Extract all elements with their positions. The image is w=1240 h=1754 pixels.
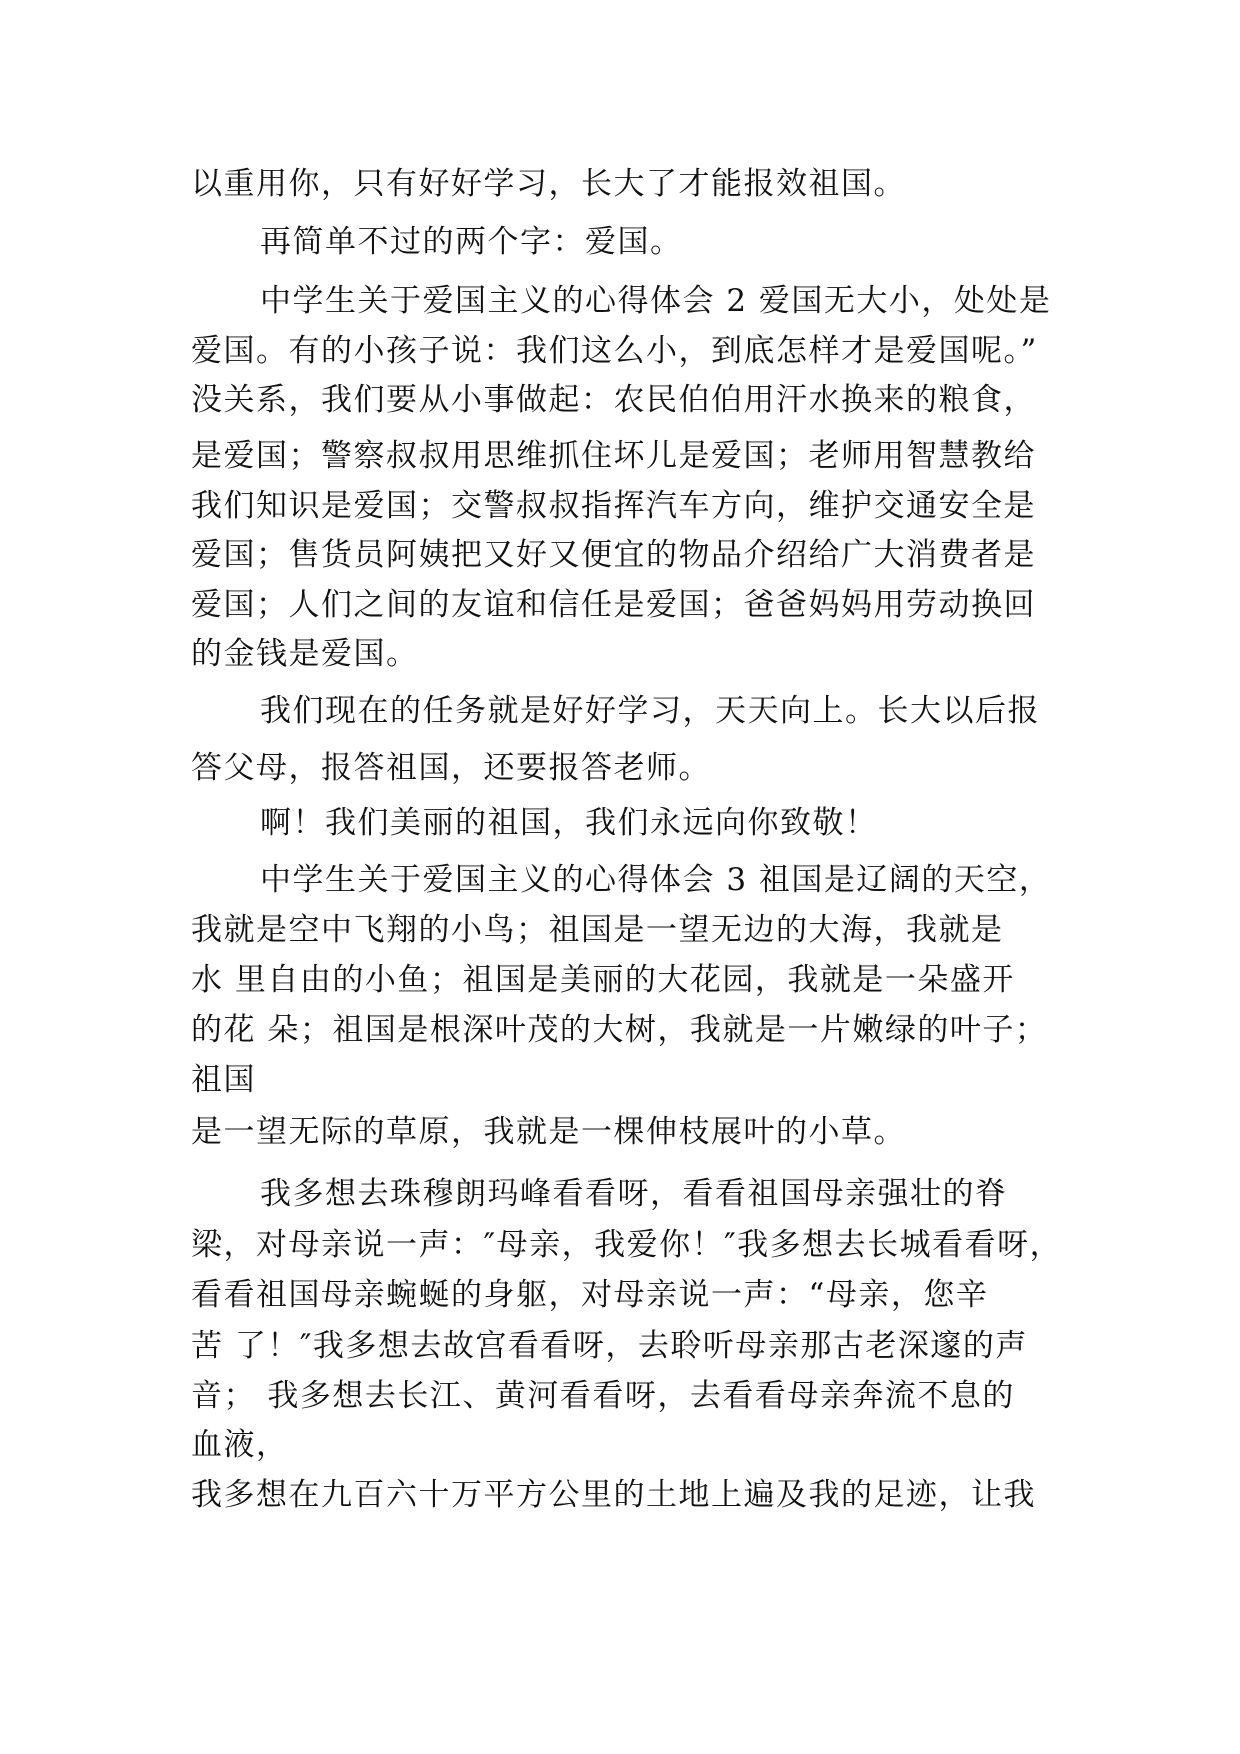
text-line: 的金钱是爱国。 — [191, 636, 419, 672]
text-line: 中学生关于爱国主义的心得体会 2 爱国无大小，处处是 — [260, 283, 1052, 319]
text-line: 水 里自由的小鱼；祖国是美丽的大花园，我就是一朵盛开 — [191, 962, 1015, 998]
text-line: 我多想去珠穆朗玛峰看看呀，看看祖国母亲强壮的脊 — [260, 1176, 1008, 1212]
text-line: 是爱国；警察叔叔用思维抓住坏儿是爱国；老师用智慧教给 — [191, 438, 1036, 474]
text-line: 血液， — [191, 1427, 289, 1463]
text-line: 爱国；人们之间的友谊和信任是爱国；爸爸妈妈用劳动换回 — [191, 587, 1036, 623]
text-line: 梁，对母亲说一声：″母亲，我爱你！″我多想去长城看看呀， — [191, 1227, 1063, 1263]
text-line: 答父母，报答祖国，还要报答老师。 — [191, 750, 711, 786]
text-line: 是一望无际的草原，我就是一棵伸枝展叶的小草。 — [191, 1114, 906, 1150]
text-line: 爱国。有的小孩子说：我们这么小，到底怎样才是爱国呢。” — [191, 333, 1038, 369]
text-line: 我多想在九百六十万平方公里的土地上遍及我的足迹，让我 — [191, 1477, 1036, 1513]
text-line: 中学生关于爱国主义的心得体会 3 祖国是辽阔的天空， — [260, 862, 1052, 898]
text-line: 我就是空中飞翔的小鸟；祖国是一望无边的大海，我就是 — [191, 912, 1004, 948]
text-line: 以重用你，只有好好学习，长大了才能报效祖国。 — [191, 166, 906, 202]
text-line: 祖国 — [191, 1062, 256, 1098]
text-line: 爱国；售货员阿姨把又好又便宜的物品介绍给广大消费者是 — [191, 537, 1036, 573]
text-line: 我们知识是爱国；交警叔叔指挥汽车方向，维护交通安全是 — [191, 488, 1036, 524]
text-line: 再简单不过的两个字：爱国。 — [260, 224, 683, 260]
text-line: 音； 我多想去长江、黄河看看呀，去看看母亲奔流不息的 — [191, 1378, 1015, 1414]
text-line: 啊！我们美丽的祖国，我们永远向你致敬！ — [260, 805, 878, 841]
text-line: 看看祖国母亲蜿蜒的身躯，对母亲说一声：“母亲，您辛 — [191, 1277, 989, 1313]
text-line: 苦 了！″我多想去故宫看看呀，去聆听母亲那古老深邃的声 — [191, 1328, 1028, 1364]
text-line: 的花 朵；祖国是根深叶茂的大树，我就是一片嫩绿的叶子； — [191, 1012, 1048, 1048]
text-line: 我们现在的任务就是好好学习，天天向上。长大以后报 — [260, 693, 1040, 729]
text-line: 没关系，我们要从小事做起：农民伯伯用汗水换来的粮食， — [191, 382, 1036, 418]
